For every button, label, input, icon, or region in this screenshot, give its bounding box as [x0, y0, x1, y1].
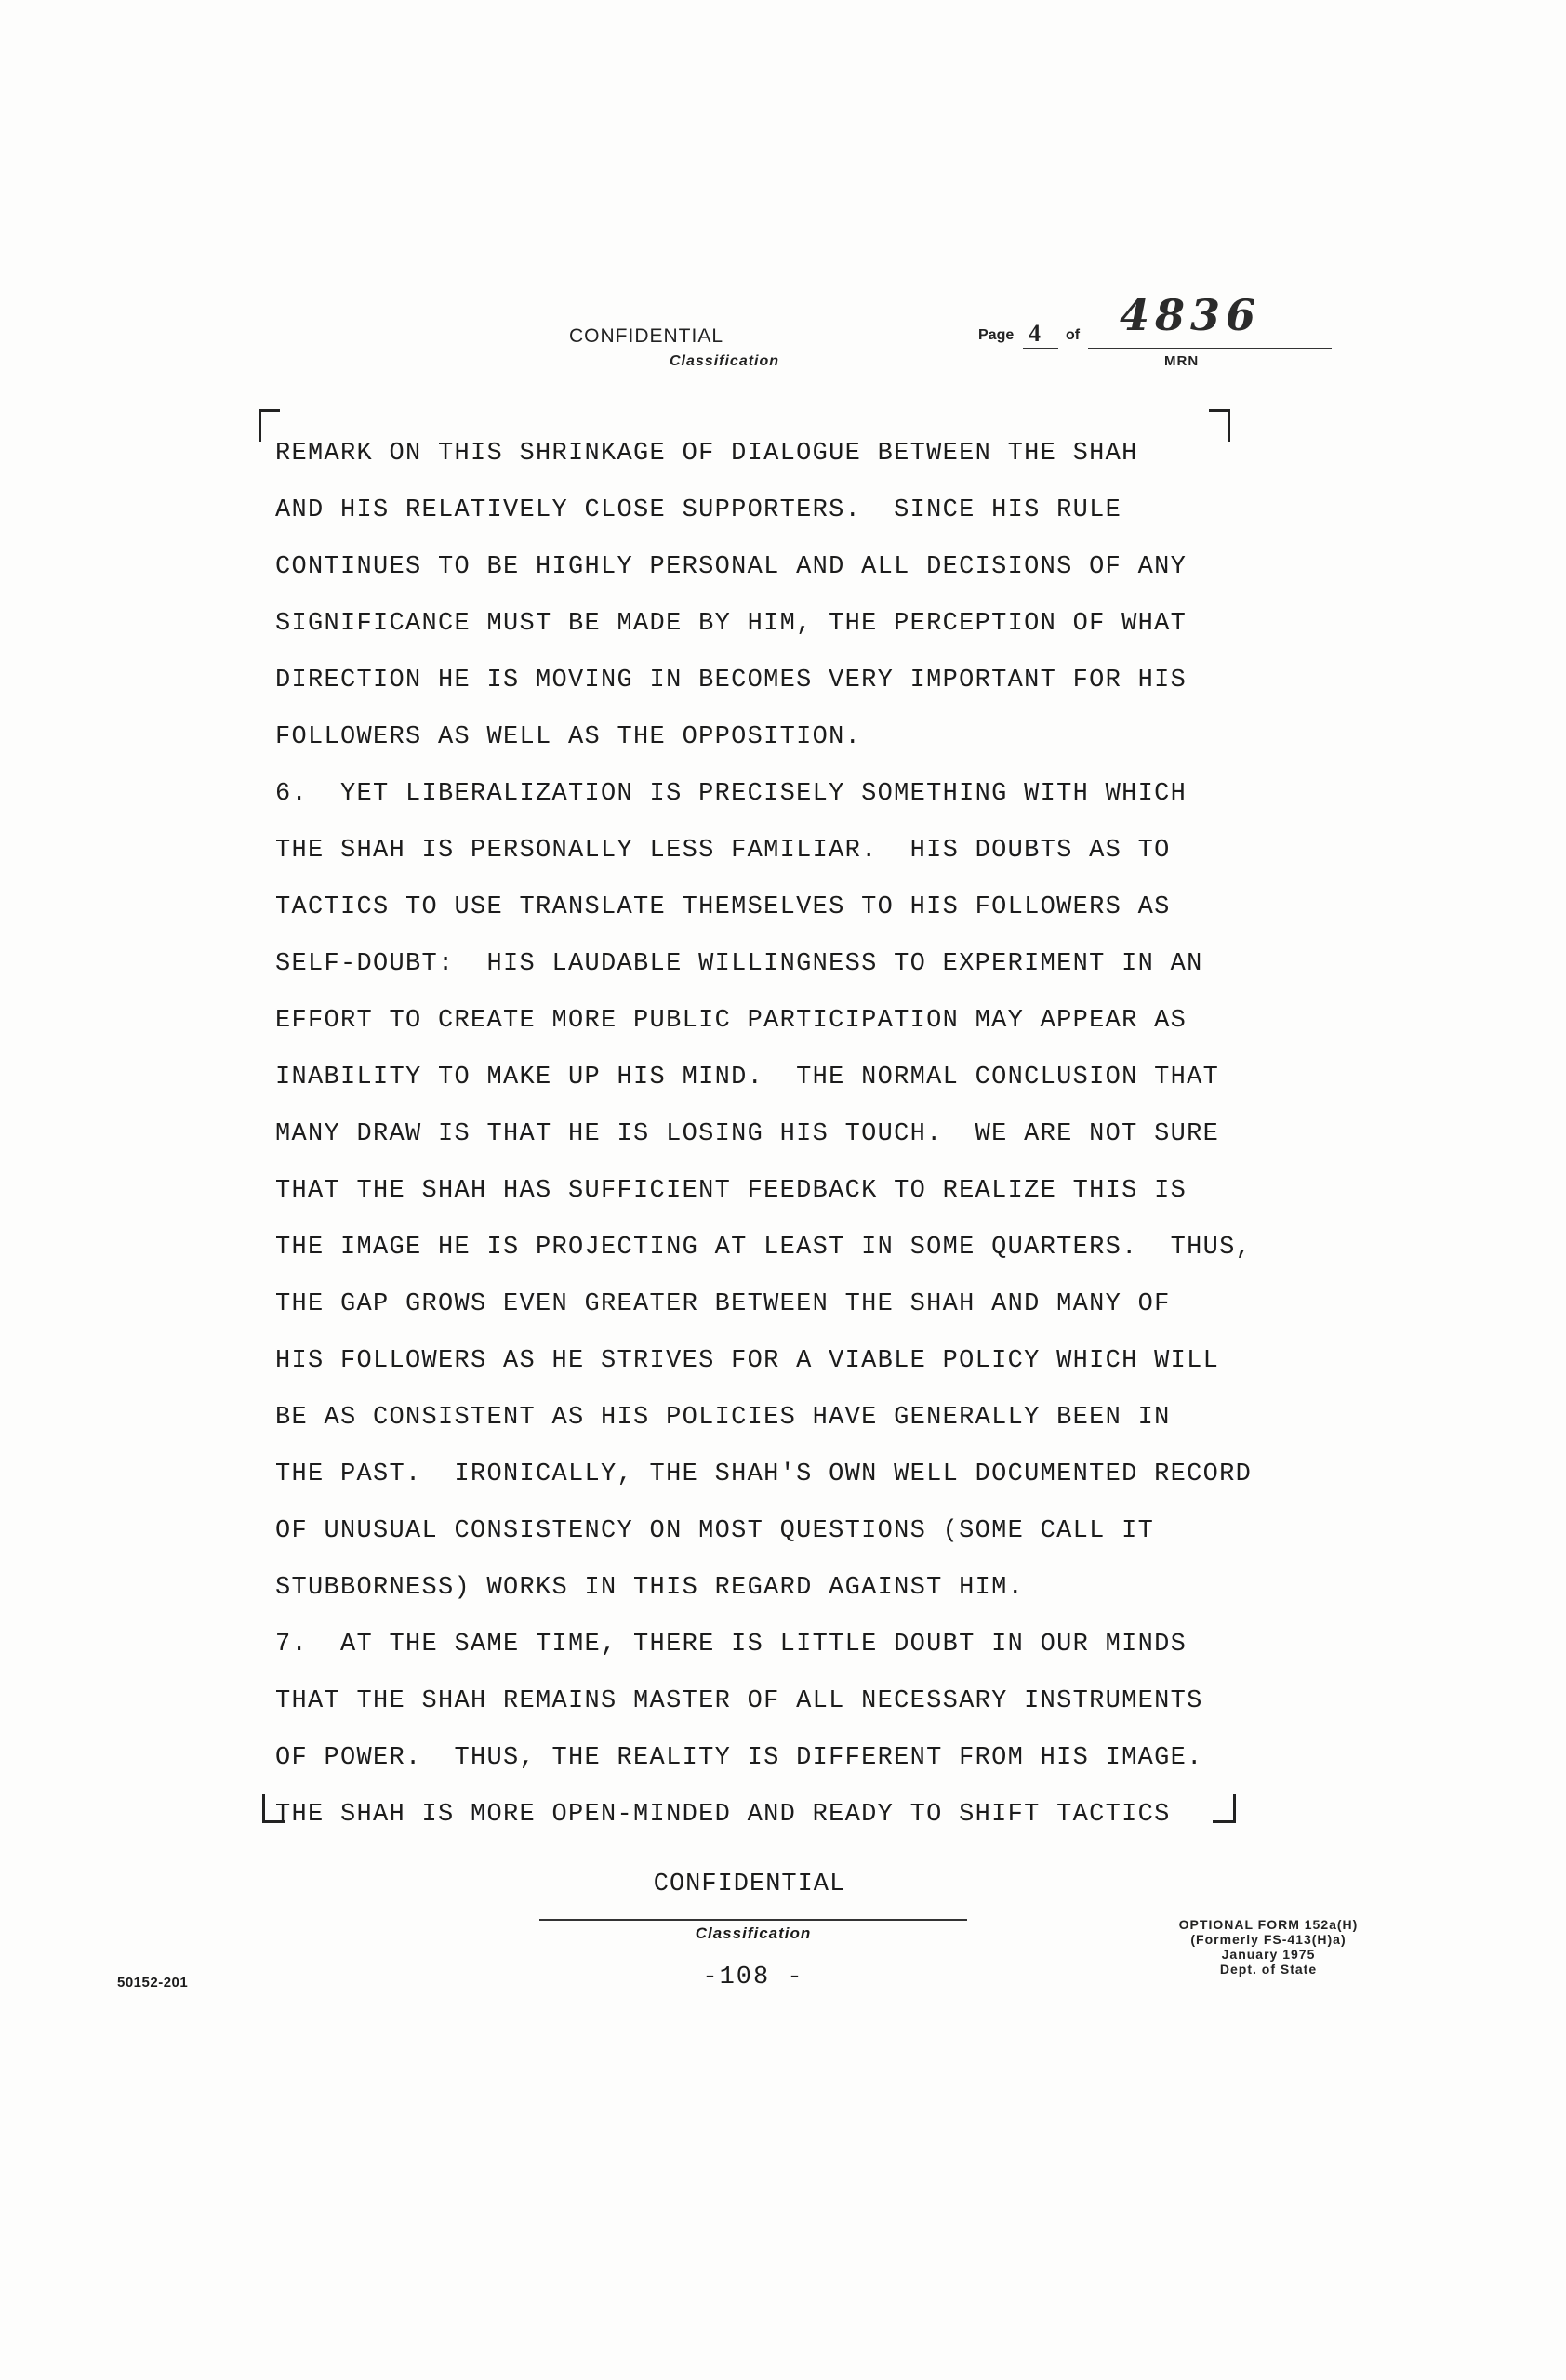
body-line: AND HIS RELATIVELY CLOSE SUPPORTERS. SINCE HIS RULE: [275, 496, 1122, 524]
body-line: OF POWER. THUS, THE REALITY IS DIFFERENT FROM HIS IMAGE.: [275, 1744, 1203, 1772]
page-label: Page: [978, 327, 1015, 343]
form-code: 50152-201: [117, 1975, 189, 1990]
mrn-label: MRN: [1164, 353, 1200, 369]
body-line: THE IMAGE HE IS PROJECTING AT LEAST IN SOME QUARTERS. THUS,: [275, 1234, 1253, 1262]
body-line: THE SHAH IS PERSONALLY LESS FAMILIAR. HIS DOUBTS AS TO: [275, 837, 1171, 865]
footer-classification-rule: [539, 1919, 967, 1921]
body-line: STUBBORNESS) WORKS IN THIS REGARD AGAINST HIM.: [275, 1574, 1025, 1602]
header-page-block: [978, 290, 1350, 369]
body-line: OF UNUSUAL CONSISTENCY ON MOST QUESTIONS (SOME CALL IT: [275, 1517, 1155, 1545]
body-line: THAT THE SHAH REMAINS MASTER OF ALL NECESSARY INSTRUMENTS: [275, 1687, 1203, 1715]
header-classification-label: Classification: [670, 353, 780, 369]
body-line: SELF-DOUBT: HIS LAUDABLE WILLINGNESS TO EXPERIMENT IN AN: [275, 950, 1203, 978]
body-line: EFFORT TO CREATE MORE PUBLIC PARTICIPATION MAY APPEAR AS: [275, 1007, 1188, 1035]
optional-form-line: Dept. of State: [1219, 1962, 1318, 1977]
body-line: THAT THE SHAH HAS SUFFICIENT FEEDBACK TO REALIZE THIS IS: [275, 1177, 1188, 1205]
of-label: of: [1066, 327, 1081, 343]
header-classification: CONFIDENTIAL: [569, 325, 724, 347]
body-line: 7. AT THE SAME TIME, THERE IS LITTLE DOUBT IN OUR MINDS: [275, 1631, 1188, 1659]
body-line: 6. YET LIBERALIZATION IS PRECISELY SOMETHING WITH WHICH: [275, 780, 1188, 808]
page-number-rule: [1023, 348, 1058, 349]
body-line: SIGNIFICANCE MUST BE MADE BY HIM, THE PERCEPTION OF WHAT: [275, 610, 1188, 638]
body-line: REMARK ON THIS SHRINKAGE OF DIALOGUE BETWEEN THE SHAH: [275, 440, 1138, 468]
footer-page-number: -108 -: [702, 1964, 804, 1991]
body-line: THE GAP GROWS EVEN GREATER BETWEEN THE SHAH AND MANY OF: [275, 1290, 1171, 1318]
optional-form-line: January 1975: [1221, 1947, 1316, 1962]
body-line: INABILITY TO MAKE UP HIS MIND. THE NORMAL CONCLUSION THAT: [275, 1064, 1220, 1091]
cable-body-text: [275, 426, 1317, 1844]
header-classification-block: [565, 325, 965, 369]
optional-form-notice: [1148, 1917, 1389, 1977]
body-line: BE AS CONSISTENT AS HIS POLICIES HAVE GENERALLY BEEN IN: [275, 1404, 1171, 1432]
document-number-rule: [1088, 348, 1332, 349]
body-line: FOLLOWERS AS WELL AS THE OPPOSITION.: [275, 723, 862, 751]
body-line: DIRECTION HE IS MOVING IN BECOMES VERY IMPORTANT FOR HIS: [275, 667, 1188, 694]
optional-form-line: (Formerly FS-413(H)a): [1190, 1932, 1347, 1947]
footer-classification-label: Classification: [695, 1924, 812, 1942]
body-line: TACTICS TO USE TRANSLATE THEMSELVES TO HIS FOLLOWERS AS: [275, 893, 1171, 921]
body-line: THE SHAH IS MORE OPEN-MINDED AND READY TO SHIFT TACTICS: [275, 1801, 1171, 1829]
optional-form-line: OPTIONAL FORM 152a(H): [1178, 1917, 1359, 1932]
body-line: THE PAST. IRONICALLY, THE SHAH'S OWN WELL DOCUMENTED RECORD: [275, 1461, 1253, 1488]
body-line: HIS FOLLOWERS AS HE STRIVES FOR A VIABLE POLICY WHICH WILL: [275, 1347, 1220, 1375]
page-number: 4: [1029, 320, 1041, 347]
footer-classification: CONFIDENTIAL: [653, 1871, 846, 1898]
handwritten-document-number: 4836: [1120, 290, 1262, 340]
body-line: CONTINUES TO BE HIGHLY PERSONAL AND ALL DECISIONS OF ANY: [275, 553, 1188, 581]
body-line: MANY DRAW IS THAT HE IS LOSING HIS TOUCH. WE ARE NOT SURE: [275, 1120, 1220, 1148]
